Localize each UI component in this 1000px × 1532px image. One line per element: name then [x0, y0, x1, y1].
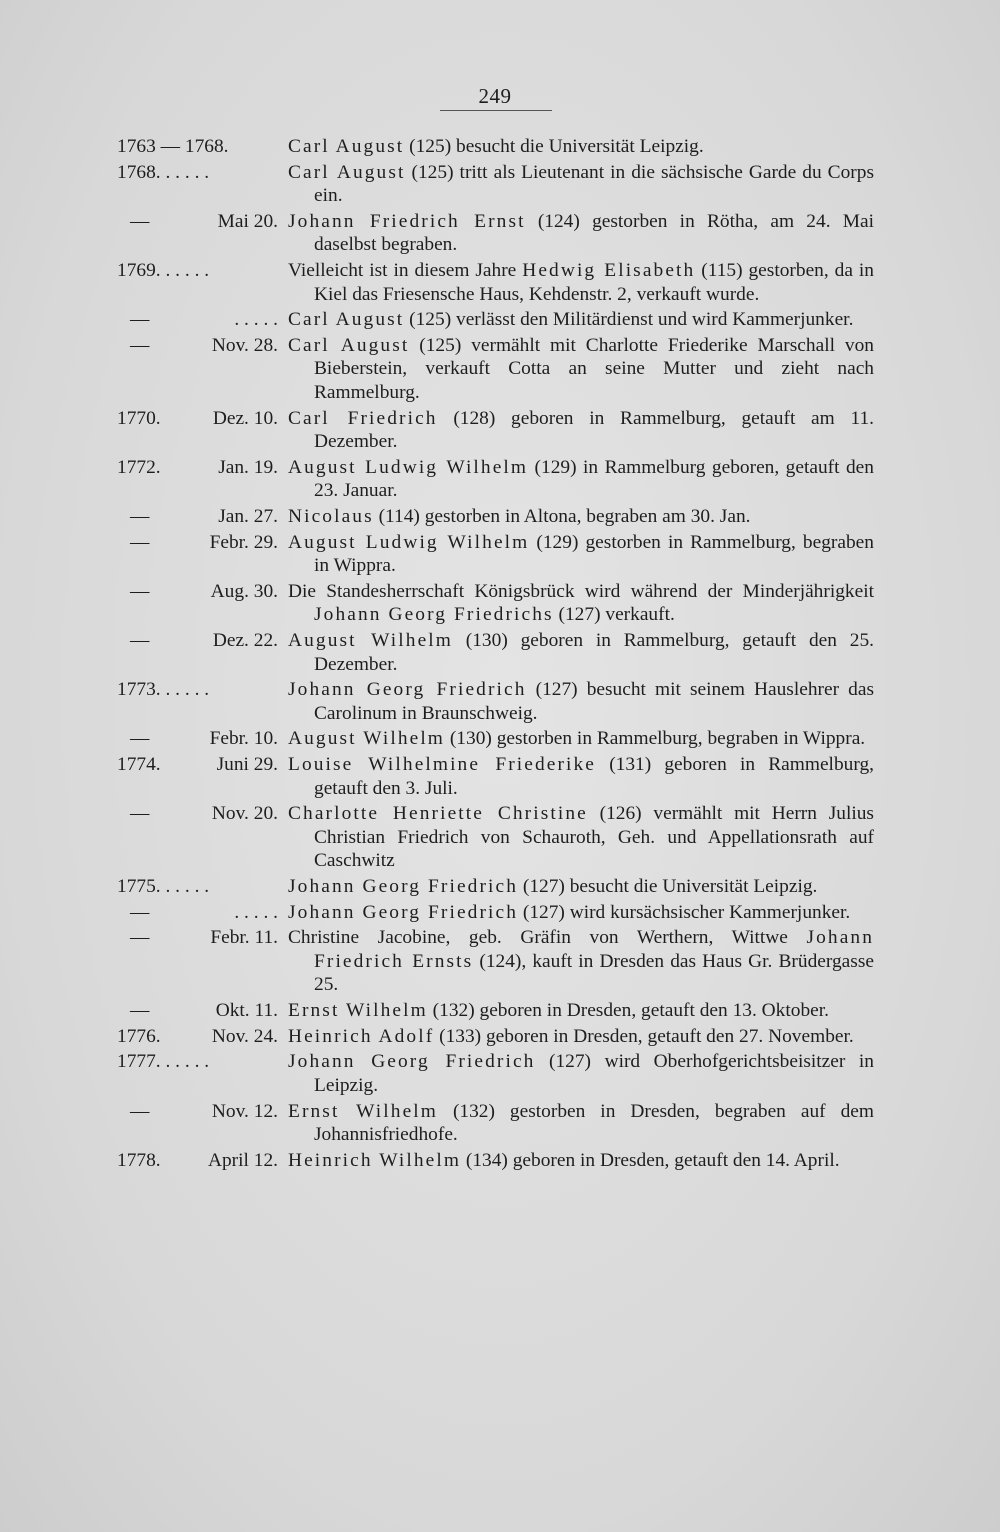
entry-text [288, 678, 874, 725]
entry-text [288, 580, 874, 627]
entry-text [288, 259, 874, 306]
entry-year: 1773. . . . . . [117, 679, 210, 701]
entry-person-name: Nicolaus [288, 506, 374, 527]
chronicle-entry [112, 999, 874, 1023]
chronicle-entry [112, 926, 874, 997]
entry-person-name: Johann Georg Friedrich [288, 679, 527, 701]
entry-description: (129) in Rammelburg geboren, getauft den 23. Januar. [314, 456, 874, 502]
chronicle-entry [112, 727, 874, 751]
entry-date [112, 999, 278, 1023]
entry-year: 1768. . . . . . [117, 161, 210, 183]
entry-year: — [130, 580, 150, 602]
entry-person-name: Hedwig Elisabeth [522, 260, 696, 282]
entry-person-name: August Wilhelm [288, 630, 453, 652]
entry-year: — [130, 728, 150, 750]
entry-date [112, 875, 278, 899]
entry-date [112, 135, 278, 159]
entry-person-name: Charlotte Henriette Christine [288, 803, 588, 825]
entry-date [112, 1050, 278, 1074]
entry-text [288, 1100, 874, 1147]
entry-day: . . . . . [234, 309, 278, 331]
entry-year: 1772. [117, 456, 161, 478]
entry-year: — [130, 901, 150, 923]
entry-prefix: Die Standesherrschaft Königsbrück wird während der Minderjährigkeit [288, 580, 874, 602]
entry-year: — [130, 309, 150, 331]
entry-person-name: Johann Friedrich Ernst [288, 210, 526, 232]
chronicle-entry [112, 1025, 874, 1049]
entry-year: 1763 — 1768. [117, 136, 229, 157]
entry-date [112, 1149, 278, 1173]
entry-text [288, 505, 874, 529]
entry-date [112, 802, 278, 826]
chronicle-entry [112, 678, 874, 725]
entry-text [288, 875, 874, 899]
entry-year: 1778. [117, 1149, 161, 1171]
entry-description: (124), kauft in Dresden das Haus Gr. Brüdergasse 25. [314, 950, 874, 996]
entry-date [112, 259, 278, 283]
entry-date [112, 210, 278, 234]
entry-day: Okt. 11. [215, 1000, 278, 1022]
entry-date [112, 456, 278, 480]
entry-prefix: Christine Jacobine, geb. Gräfin von Werthern, Wittwe [288, 927, 807, 949]
entry-person-name: Ernst Wilhelm [288, 1100, 438, 1122]
chronicle-entry [112, 753, 874, 800]
entry-day: Mai 20. [217, 210, 278, 232]
page-number: 249 [478, 84, 512, 108]
entry-text [288, 531, 874, 578]
chronicle-entry [112, 531, 874, 578]
entry-year: — [130, 1100, 150, 1122]
entry-text [288, 1149, 874, 1173]
entry-description: (130) geboren in Rammelburg, getauft den 25. Dezember. [314, 630, 875, 675]
entry-year: 1774. [117, 754, 161, 776]
entry-person-name: August Wilhelm [288, 728, 445, 750]
entry-year: — [130, 531, 150, 553]
entry-text [288, 210, 874, 257]
entry-description: (127) besucht mit seinem Hauslehrer das Carolinum in Braunschweig. [314, 679, 875, 724]
entry-description: (125) verlässt den Militärdienst und wird Kammerjunker. [404, 309, 854, 331]
entry-date [112, 926, 278, 950]
entry-text [288, 727, 874, 751]
entry-text [288, 135, 874, 159]
entry-person-name: Carl August [288, 334, 410, 356]
entry-day: Nov. 20. [211, 803, 278, 825]
entry-description: (133) geboren in Dresden, getauft den 27. November. [434, 1025, 854, 1047]
entry-day: Febr. 11. [210, 927, 278, 949]
chronicle-entry [112, 875, 874, 899]
entry-year: — [130, 630, 150, 652]
entry-day: Jan. 27. [218, 506, 278, 527]
entry-description: (124) gestorben in Rötha, am 24. Mai daselbst begraben. [314, 210, 875, 256]
entry-year: 1770. [117, 407, 161, 429]
entry-person-name: Louise Wilhelmine Friederike [288, 754, 597, 776]
entry-text [288, 1025, 874, 1049]
entry-day: Dez. 22. [212, 630, 278, 652]
entry-day: Febr. 10. [209, 728, 278, 750]
entry-description: (125) vermählt mit Charlotte Friederike Marschall von Bieberstein, verkauft Cotta an seine Mutter und zieht nach Rammelburg. [314, 334, 874, 403]
entry-description: (130) gestorben in Rammelburg, begraben in Wippra. [445, 728, 866, 750]
entry-date [112, 629, 278, 653]
entry-description: (127) verkauft. [553, 604, 675, 626]
entry-description: (115) gestorben, da in Kiel das Friesensche Haus, Kehdenstr. 2, verkauft wurde. [314, 260, 874, 305]
entry-year: — [130, 803, 150, 825]
chronicle-entry [112, 407, 874, 454]
entry-description: (126) vermählt mit Herrn Julius Christian Friedrich von Schauroth, Geh. und Appellationsrath auf Caschwitz [314, 803, 874, 872]
page-number-rule [440, 110, 552, 111]
entry-person-name: Johann Georg Friedrich [288, 1051, 536, 1073]
chronicle-entry [112, 802, 874, 873]
entry-text [288, 334, 874, 405]
entry-text [288, 456, 874, 503]
chronicle-entry [112, 580, 874, 627]
entry-text [288, 1050, 874, 1097]
chronicle-entries [112, 135, 874, 1175]
entry-year: 1776. [117, 1025, 161, 1047]
entry-date [112, 727, 278, 751]
entry-date [112, 1025, 278, 1049]
chronicle-entry [112, 210, 874, 257]
entry-person-name: August Ludwig Wilhelm [288, 531, 530, 553]
entry-person-name: Johann Friedrich Ernsts [314, 927, 874, 972]
entry-day: . . . . . [234, 901, 278, 923]
entry-person-name: Johann Georg Friedrichs [314, 604, 554, 626]
chronicle-entry [112, 1149, 874, 1173]
chronicle-entry [112, 259, 874, 306]
entry-description: (134) geboren in Dresden, getauft den 14. April. [461, 1149, 840, 1171]
entry-year: — [130, 1000, 150, 1022]
entry-day: Dez. 10. [212, 407, 278, 429]
entry-person-name: Heinrich Adolf [288, 1025, 435, 1047]
entry-person-name: Ernst Wilhelm [288, 1000, 428, 1022]
entry-person-name: August Ludwig Wilhelm [288, 456, 529, 478]
chronicle-entry [112, 456, 874, 503]
chronicle-entry [112, 629, 874, 676]
entry-description: (125) tritt als Lieutenant in die sächsische Garde du Corps ein. [314, 161, 874, 207]
chronicle-entry [112, 1100, 874, 1147]
entry-date [112, 531, 278, 555]
entry-text [288, 802, 874, 873]
entry-date [112, 678, 278, 702]
entry-year: 1777. . . . . . [117, 1051, 210, 1073]
entry-date [112, 161, 278, 185]
entry-day: Febr. 29. [209, 531, 278, 553]
entry-date [112, 407, 278, 431]
entry-person-name: Heinrich Wilhelm [288, 1149, 462, 1171]
entry-description: (125) besucht die Universität Leipzig. [404, 136, 704, 157]
entry-description: (114) gestorben in Altona, begraben am 30. Jan. [373, 506, 751, 527]
chronicle-entry [112, 901, 874, 925]
chronicle-entry [112, 135, 874, 159]
entry-text [288, 926, 874, 997]
entry-person-name: Carl August [288, 136, 405, 157]
chronicle-entry [112, 308, 874, 332]
entry-text [288, 407, 874, 454]
entry-text [288, 161, 874, 208]
entry-date [112, 308, 278, 332]
chronicle-entry [112, 1050, 874, 1097]
entry-description: (127) wird Oberhofgerichtsbeisitzer in Leipzig. [314, 1051, 874, 1096]
entry-person-name: Carl Friedrich [288, 407, 438, 429]
entry-year: — [130, 334, 150, 356]
entry-date [112, 753, 278, 777]
entry-person-name: Carl August [288, 309, 405, 331]
entry-description: (129) gestorben in Rammelburg, begraben in Wippra. [314, 531, 874, 577]
entry-day: Nov. 12. [211, 1100, 278, 1122]
chronicle-entry [112, 505, 874, 529]
entry-person-name: Johann Georg Friedrich [288, 876, 519, 897]
entry-year: — [130, 506, 150, 527]
entry-year: — [130, 927, 150, 949]
entry-date [112, 901, 278, 925]
entry-description: (128) geboren in Rammelburg, getauft am 11. Dezember. [314, 407, 874, 453]
entry-date [112, 1100, 278, 1124]
entry-text [288, 901, 874, 925]
entry-year: — [130, 210, 150, 232]
entry-text [288, 753, 874, 800]
entry-date [112, 505, 278, 529]
entry-description: (131) geboren in Rammelburg, getauft den 3. Juli. [314, 754, 874, 799]
entry-description: (132) gestorben in Dresden, begraben auf dem Johannisfriedhofe. [314, 1100, 874, 1146]
entry-day: April 12. [207, 1149, 278, 1171]
entry-date [112, 334, 278, 358]
entry-description: (127) wird kursächsischer Kammerjunker. [518, 901, 851, 923]
chronicle-entry [112, 334, 874, 405]
entry-day: Aug. 30. [210, 580, 278, 602]
entry-person-name: Carl August [288, 161, 406, 183]
entry-prefix: Vielleicht ist in diesem Jahre [288, 260, 523, 282]
entry-description: (132) geboren in Dresden, getauft den 13. Oktober. [427, 1000, 829, 1022]
entry-person-name: Johann Georg Friedrich [288, 901, 519, 923]
chronicle-entry [112, 161, 874, 208]
entry-text [288, 999, 874, 1023]
entry-day: Nov. 24. [211, 1025, 278, 1047]
entry-day: Nov. 28. [211, 334, 278, 356]
entry-year: 1775. . . . . . [117, 876, 210, 897]
entry-day: Juni 29. [216, 754, 278, 776]
entry-text [288, 629, 874, 676]
entry-day: Jan. 19. [218, 456, 278, 478]
entry-description: (127) besucht die Universität Leipzig. [518, 876, 818, 897]
entry-text [288, 308, 874, 332]
entry-year: 1769. . . . . . [117, 260, 210, 282]
entry-date [112, 580, 278, 604]
